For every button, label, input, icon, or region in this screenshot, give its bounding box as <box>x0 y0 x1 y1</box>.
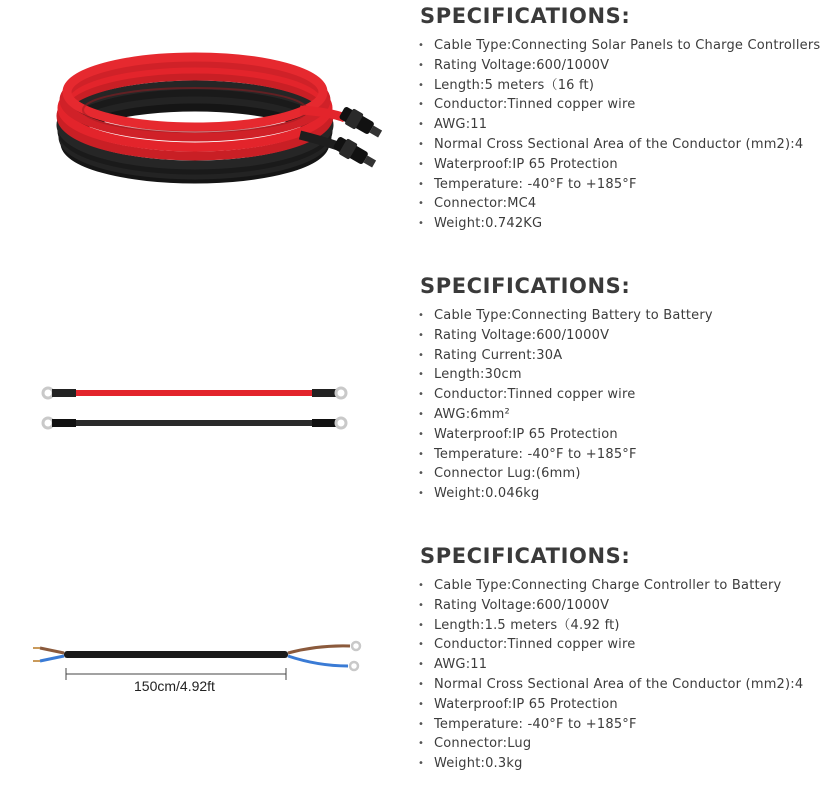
spec-section-3 <box>0 540 831 775</box>
controller-cable-illustration <box>0 540 400 775</box>
spec-item: • AWG:11 <box>418 655 803 675</box>
battery-cables-illustration <box>0 270 400 530</box>
spec-item: • Waterproof:IP 65 Protection <box>418 155 820 175</box>
section-1-heading: SPECIFICATIONS: <box>420 4 631 28</box>
spec-item: • Rating Voltage:600/1000V <box>418 596 803 616</box>
cable-coil-illustration <box>0 0 400 260</box>
spec-item: • Connector:MC4 <box>418 194 820 214</box>
spec-item: • AWG:11 <box>418 115 820 135</box>
spec-item: • Cable Type:Connecting Battery to Battery <box>418 306 713 326</box>
spec-item: • Cable Type:Connecting Charge Controller to Battery <box>418 576 803 596</box>
spec-item: • Length:30cm <box>418 365 713 385</box>
spec-item: • Temperature: -40°F to +185°F <box>418 175 820 195</box>
solar-cable-coil-image <box>0 0 400 260</box>
section-2-heading: SPECIFICATIONS: <box>420 274 631 298</box>
spec-item: • Rating Voltage:600/1000V <box>418 326 713 346</box>
section-3-heading: SPECIFICATIONS: <box>420 544 631 568</box>
spec-item: • Connector:Lug <box>418 734 803 754</box>
spec-item: • Weight:0.742KG <box>418 214 820 234</box>
spec-item: • Normal Cross Sectional Area of the Conductor (mm2):4 <box>418 135 820 155</box>
spec-item: • Cable Type:Connecting Solar Panels to Charge Controllers <box>418 36 820 56</box>
spec-item: • Rating Voltage:600/1000V <box>418 56 820 76</box>
spec-item: • Rating Current:30A <box>418 346 713 366</box>
spec-item: • Conductor:Tinned copper wire <box>418 635 803 655</box>
spec-item: • Length:5 meters（16 ft) <box>418 76 820 96</box>
section-3-spec-list <box>418 576 803 774</box>
spec-item: • Connector Lug:(6mm) <box>418 464 713 484</box>
spec-item: • Normal Cross Sectional Area of the Conductor (mm2):4 <box>418 675 803 695</box>
spec-item: • Length:1.5 meters（4.92 ft) <box>418 616 803 636</box>
spec-section-1 <box>0 0 831 262</box>
spec-item: • Waterproof:IP 65 Protection <box>418 425 713 445</box>
spec-item: • Conductor:Tinned copper wire <box>418 385 713 405</box>
spec-item: • Temperature: -40°F to +185°F <box>418 715 803 735</box>
spec-item: • Waterproof:IP 65 Protection <box>418 695 803 715</box>
controller-cable-image <box>0 540 400 800</box>
length-dimension-label: 150cm/4.92ft <box>134 678 215 694</box>
spec-item: • AWG:6mm² <box>418 405 713 425</box>
section-1-spec-list <box>418 36 820 234</box>
spec-item: • Conductor:Tinned copper wire <box>418 95 820 115</box>
spec-section-2 <box>0 270 831 532</box>
battery-cable-image <box>0 270 400 530</box>
section-2-spec-list <box>418 306 713 504</box>
spec-item: • Weight:0.046kg <box>418 484 713 504</box>
spec-item: • Weight:0.3kg <box>418 754 803 774</box>
spec-item: • Temperature: -40°F to +185°F <box>418 445 713 465</box>
